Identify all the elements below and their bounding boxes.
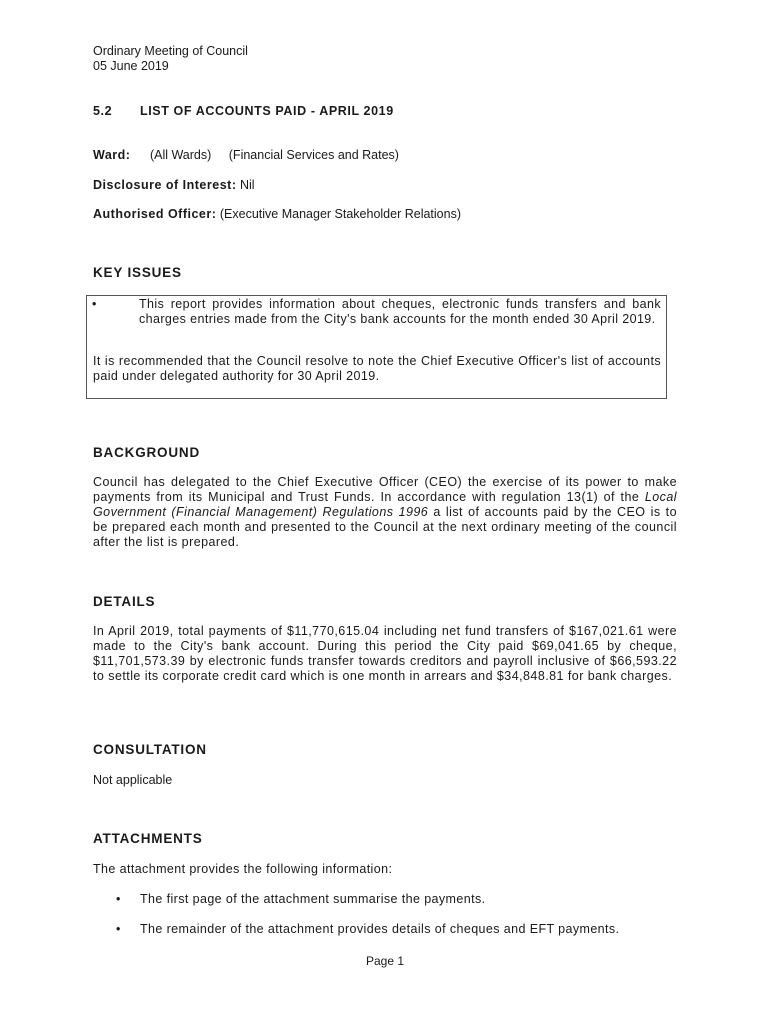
consultation-text: Not applicable [93, 773, 173, 787]
background-paragraph [93, 475, 677, 550]
ward-label: Ward: [93, 148, 131, 162]
background-regulation-title: Local Government (Financial Management) Regulations 1996 [93, 490, 677, 519]
attachment-list-item [116, 892, 485, 907]
officer-value: (Executive Manager Stakeholder Relations) [219, 207, 461, 221]
item-number: 5.2 [93, 104, 113, 118]
attachment-list-item [116, 922, 619, 937]
bullet-icon: • [92, 297, 97, 311]
ward-extra: (Financial Services and Rates) [228, 148, 399, 162]
bullet-icon: • [116, 922, 121, 936]
meeting-header [93, 44, 677, 74]
details-heading: DETAILS [93, 594, 156, 609]
bullet-icon: • [116, 892, 121, 906]
disclosure-row [93, 178, 255, 193]
disclosure-value: Nil [239, 178, 255, 192]
consultation-heading: CONSULTATION [93, 742, 207, 757]
attachment-item-text: The first page of the attachment summarise the payments. [140, 892, 486, 906]
key-issue-recommendation: It is recommended that the Council resolve to note the Chief Executive Officer's list of accounts paid under delegated authority for 30 April 2019. [93, 354, 661, 383]
officer-row [93, 207, 461, 222]
meeting-name: Ordinary Meeting of Council [93, 44, 248, 58]
item-title [93, 104, 394, 119]
item-title-text: LIST OF ACCOUNTS PAID - APRIL 2019 [140, 104, 394, 118]
attachments-heading: ATTACHMENTS [93, 831, 203, 846]
background-text-part1: Council has delegated to the Chief Executive Officer (CEO) the exercise of its power to make payments from its Municipal and Trust Funds. In accordance with regulation 13(1) of the [93, 475, 677, 504]
background-text-part2: a list of accounts paid by the CEO is to be prepared each month and presented to the Council at the next ordinary meeting of the council after the list is prepared. [93, 505, 677, 549]
disclosure-label: Disclosure of Interest: [93, 178, 237, 192]
ward-value: (All Wards) [149, 148, 212, 162]
attachment-item-text: The remainder of the attachment provides details of cheques and EFT payments. [140, 922, 620, 936]
details-paragraph: In April 2019, total payments of $11,770,615.04 including net fund transfers of $167,021.61 were made to the City's bank account. During this period the City paid $69,041.65 by cheque, $11,701,573.39 by electronic funds transfer towards creditors and payroll inclusive of $66,593.22 to settle its corporate credit card which is one month in arrears and $34,848.81 for bank charges. [93, 624, 677, 683]
page-number: Page 1 [365, 954, 405, 968]
key-issues-box [86, 295, 667, 399]
officer-label: Authorised Officer: [93, 207, 217, 221]
meeting-date: 05 June 2019 [93, 59, 169, 73]
attachments-intro: The attachment provides the following information: [93, 862, 393, 876]
background-heading: BACKGROUND [93, 445, 200, 460]
ward-row [93, 148, 399, 163]
key-issues-heading: KEY ISSUES [93, 265, 182, 280]
key-issue-bullet-text: This report provides information about cheques, electronic funds transfers and bank charges entries made from the City's bank accounts for the month ended 30 April 2019. [139, 297, 661, 326]
